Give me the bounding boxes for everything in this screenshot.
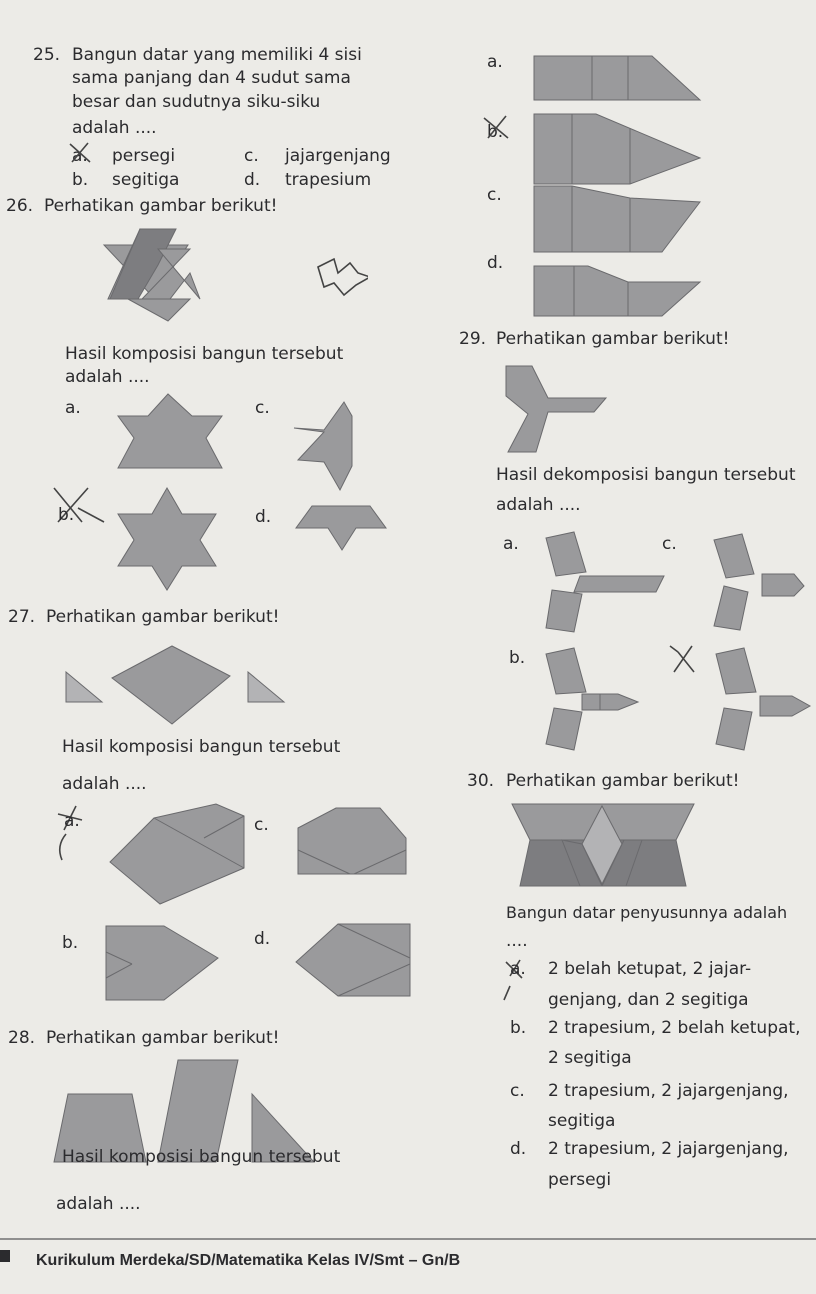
q25-line-1: Bangun datar yang memiliki 4 sisi <box>72 45 362 65</box>
q28-option-b-letter[interactable]: b. <box>487 122 504 142</box>
q30-ellipsis: .... <box>506 931 528 951</box>
q27-option-d-letter[interactable]: d. <box>254 929 271 949</box>
q30-number: 30. <box>467 771 495 791</box>
q26-option-c-shape[interactable] <box>292 394 362 494</box>
q29-option-b-letter[interactable]: b. <box>509 648 526 668</box>
q25-option-b-text: segitiga <box>112 170 180 190</box>
q25-line-4: adalah .... <box>72 118 157 138</box>
q29-option-d-shape[interactable] <box>708 646 816 752</box>
q30-option-c-line-2: segitiga <box>548 1111 616 1131</box>
q27-option-d-shape[interactable] <box>294 922 412 1000</box>
q28-option-c-letter[interactable]: c. <box>487 185 502 205</box>
page-footer <box>0 1238 816 1294</box>
q27-number: 27. <box>8 607 36 627</box>
q29-option-b-shape[interactable] <box>540 646 650 752</box>
q25-option-c-text: jajargenjang <box>285 146 391 166</box>
q26-number: 26. <box>6 196 34 216</box>
q30-option-a-line-2: genjang, dan 2 segitiga <box>548 990 749 1010</box>
q30-option-c-letter[interactable]: c. <box>510 1081 525 1101</box>
q29-prompt: Perhatikan gambar berikut! <box>496 329 730 349</box>
q26-option-d-shape[interactable] <box>294 500 390 552</box>
footer-marker <box>0 1250 10 1262</box>
q29-option-c-shape[interactable] <box>708 530 808 636</box>
q27-result-line-2: adalah .... <box>62 774 147 794</box>
q29-option-c-letter[interactable]: c. <box>662 534 677 554</box>
q29-option-a-shape[interactable] <box>540 530 670 636</box>
q28-option-c-shape[interactable] <box>532 178 702 256</box>
q25-line-2: sama panjang dan 4 sudut sama <box>72 68 351 88</box>
q26-option-a-letter[interactable]: a. <box>65 398 81 418</box>
q25-option-a-letter[interactable]: a. <box>72 146 88 166</box>
q26-prompt: Perhatikan gambar berikut! <box>44 196 278 216</box>
q30-given-shape <box>510 802 696 888</box>
q30-option-d-line-2: persegi <box>548 1170 612 1190</box>
q27-option-c-shape[interactable] <box>296 802 408 878</box>
q25-option-b-letter[interactable]: b. <box>72 170 89 190</box>
q30-option-a-line-1: 2 belah ketupat, 2 jajar- <box>548 959 752 979</box>
q27-option-b-letter[interactable]: b. <box>62 933 79 953</box>
q30-option-c-line-1: 2 trapesium, 2 jajargenjang, <box>548 1081 789 1101</box>
q30-prompt: Perhatikan gambar berikut! <box>506 771 740 791</box>
q28-option-a-shape[interactable] <box>532 42 702 104</box>
q26-option-d-letter[interactable]: d. <box>255 507 272 527</box>
q26-option-b-cross-mark <box>48 482 108 532</box>
q30-option-b-line-1: 2 trapesium, 2 belah ketupat, <box>548 1018 801 1038</box>
q28-option-b-shape[interactable] <box>532 112 702 188</box>
q28-result-line-2: adalah .... <box>56 1194 141 1214</box>
q28-option-d-shape[interactable] <box>532 252 702 320</box>
q30-option-b-letter[interactable]: b. <box>510 1018 527 1038</box>
q28-option-b-cross-mark <box>480 112 514 142</box>
q29-option-d-cross-mark <box>666 642 700 678</box>
q26-option-a-shape[interactable] <box>110 392 230 472</box>
q25-option-d-text: trapesium <box>285 170 372 190</box>
q27-given-shapes <box>62 640 302 730</box>
q28-option-d-letter[interactable]: d. <box>487 253 504 273</box>
q30-stem: Bangun datar penyusunnya adalah <box>506 903 788 922</box>
q28-result-line-1: Hasil komposisi bangun tersebut <box>62 1147 341 1167</box>
q30-option-d-letter[interactable]: d. <box>510 1139 527 1159</box>
q26-result-line-1: Hasil komposisi bangun tersebut <box>65 344 344 364</box>
q30-option-d-line-1: 2 trapesium, 2 jajargenjang, <box>548 1139 789 1159</box>
footer-text: Kurikulum Merdeka/SD/Matematika Kelas IV/Smt – Gn/B <box>36 1252 461 1269</box>
q26-option-c-letter[interactable]: c. <box>255 398 270 418</box>
q25-line-3: besar dan sudutnya siku-siku <box>72 92 321 112</box>
q27-prompt: Perhatikan gambar berikut! <box>46 607 280 627</box>
q29-result-line-1: Hasil dekomposisi bangun tersebut <box>496 465 796 485</box>
q26-given-shapes <box>68 225 368 325</box>
q27-option-a-letter[interactable]: a. <box>64 811 80 831</box>
q27-option-b-shape[interactable] <box>104 924 220 1004</box>
q25-option-a-text: persegi <box>112 146 176 166</box>
q29-number: 29. <box>459 329 487 349</box>
q27-option-c-letter[interactable]: c. <box>254 815 269 835</box>
q28-option-a-letter[interactable]: a. <box>487 52 503 72</box>
q28-number: 28. <box>8 1028 36 1048</box>
q26-result-line-2: adalah .... <box>65 367 150 387</box>
q25-option-d-letter[interactable]: d. <box>244 170 261 190</box>
q29-option-a-letter[interactable]: a. <box>503 534 519 554</box>
q27-option-a-shape[interactable] <box>108 800 248 906</box>
q25-answer-cross-mark <box>66 140 96 166</box>
q25-number: 25. <box>33 45 61 65</box>
q26-option-b-shape[interactable] <box>112 486 222 592</box>
q29-given-shape <box>500 362 614 454</box>
q29-result-line-2: adalah .... <box>496 495 581 515</box>
q26-option-b-letter[interactable]: b. <box>58 505 75 525</box>
q30-option-b-line-2: 2 segitiga <box>548 1048 632 1068</box>
q25-option-c-letter[interactable]: c. <box>244 146 259 166</box>
q28-prompt: Perhatikan gambar berikut! <box>46 1028 280 1048</box>
q30-option-a-letter[interactable]: a. <box>510 959 526 979</box>
q27-result-line-1: Hasil komposisi bangun tersebut <box>62 737 341 757</box>
